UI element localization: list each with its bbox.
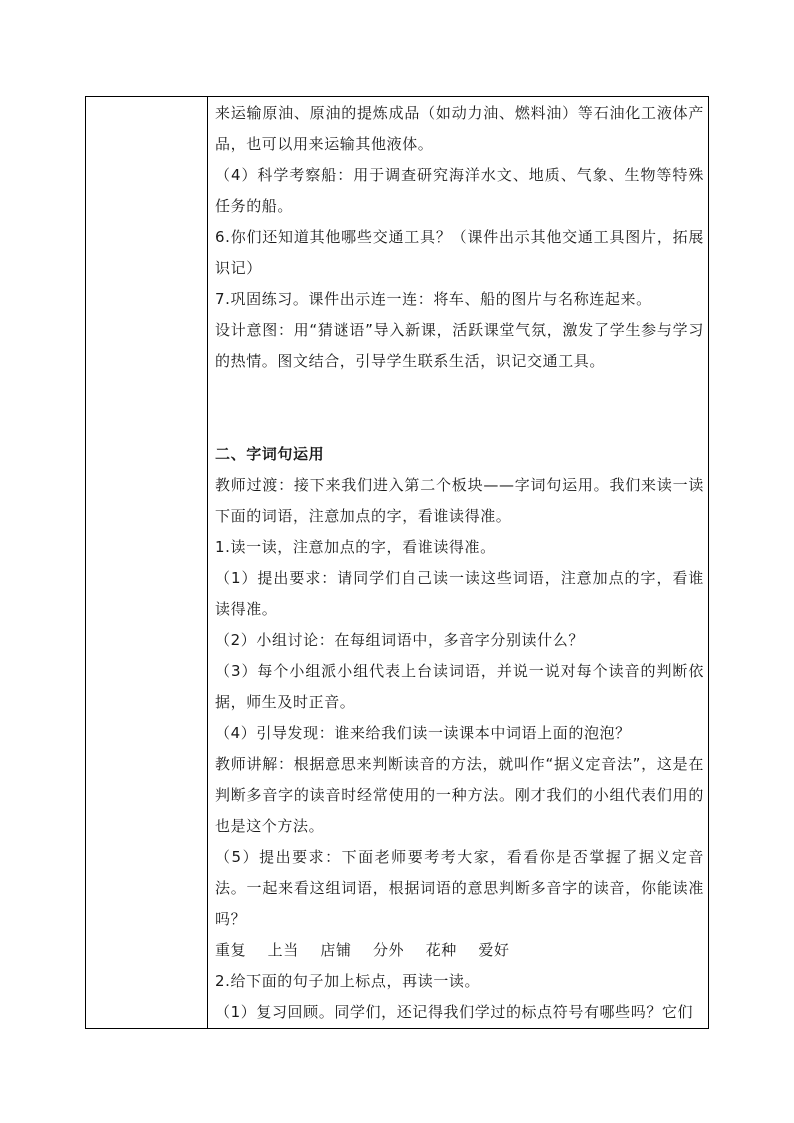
paragraph: 教师讲解：根据意思来判断读音的方法，就叫作“据义定音法”，这是在判断多音字的读音时经常使用的一种方法。刚才我们的小组代表们用的也是这个方法。 bbox=[215, 755, 704, 835]
paragraph: （4）科学考察船：用于调查研究海洋水文、地质、气象、生物等特殊任务的船。 bbox=[215, 166, 704, 215]
paragraph: 教师过渡：接下来我们进入第二个板块——字词句运用。我们来读一读下面的词语，注意加点的字，看谁读得准。 bbox=[215, 476, 704, 525]
word-list: 重复 上当 店铺 分外 花种 爱好 bbox=[215, 941, 510, 959]
paragraph: （5）提出要求：下面老师要考考大家，看看你是否掌握了据义定音法。一起来看这组词语，根据词语的意思判断多音字的读音，你能读准吗？ bbox=[215, 848, 704, 928]
lesson-plan-table bbox=[85, 96, 709, 1029]
paragraph: 来运输原油、原油的提炼成品（如动力油、燃料油）等石油化工液体产品，也可以用来运输其他液体。 bbox=[215, 104, 704, 153]
table-row bbox=[86, 97, 709, 1029]
design-intent-paragraph: 设计意图：用“猜谜语”导入新课，活跃课堂气氛，激发了学生参与学习的热情。图文结合，引导学生联系生活，识记交通工具。 bbox=[215, 321, 704, 370]
blank-space bbox=[215, 377, 704, 439]
paragraph: 7.巩固练习。课件出示连一连：将车、船的图片与名称连起来。 bbox=[215, 290, 652, 308]
content-cell bbox=[208, 97, 709, 1029]
paragraph: 2.给下面的句子加上标点，再读一读。 bbox=[215, 972, 481, 990]
paragraph: 6.你们还知道其他哪些交通工具？（课件出示其他交通工具图片，拓展识记） bbox=[215, 228, 704, 277]
paragraph: （2）小组讨论：在每组词语中，多音字分别读什么？ bbox=[215, 631, 584, 649]
paragraph: （1）提出要求：请同学们自己读一读这些词语，注意加点的字，看谁读得准。 bbox=[215, 569, 704, 618]
paragraph: 1.读一读，注意加点的字，看谁读得准。 bbox=[215, 538, 496, 556]
left-column-cell bbox=[86, 97, 208, 1029]
paragraph: （1）复习回顾。同学们，还记得我们学过的标点符号有哪些吗？它们 bbox=[215, 1003, 694, 1021]
section-heading: 二、字词句运用 bbox=[215, 445, 325, 463]
paragraph: （3）每个小组派小组代表上台读词语，并说一说对每个读音的判断依据，师生及时正音。 bbox=[215, 662, 704, 711]
paragraph: （4）引导发现：谁来给我们读一读课本中词语上面的泡泡？ bbox=[215, 724, 631, 742]
